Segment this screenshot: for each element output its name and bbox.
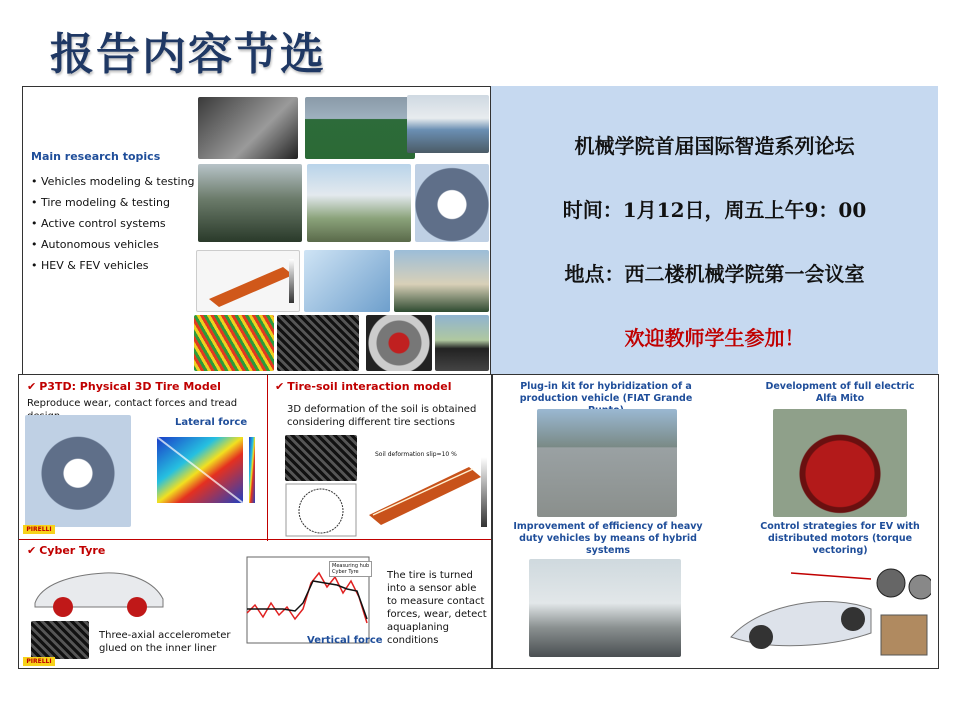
concrete-truck-photo bbox=[529, 559, 681, 657]
tire-hub-image bbox=[366, 315, 432, 371]
research-topics-title: Main research topics bbox=[31, 150, 161, 163]
tire-soil-description: 3D deformation of the soil is obtained considering different tire sections bbox=[287, 404, 477, 428]
controller-board-shape bbox=[881, 615, 927, 655]
tire-section-circle bbox=[285, 483, 357, 537]
soil-ridge-line bbox=[373, 469, 473, 515]
rear-wheel-shape bbox=[127, 597, 147, 617]
sports-car-image bbox=[29, 561, 169, 619]
heatmap-colorbar bbox=[249, 437, 255, 503]
project-caption-alfa: Development of full electric Alfa Mito bbox=[765, 381, 915, 404]
cyber-tyre-description: The tire is turned into a sensor able to measure contact forces, wear, detect aquaplaning conditions bbox=[387, 570, 487, 646]
vertical-force-label: Vertical force bbox=[307, 635, 383, 646]
car-cockpit-photo bbox=[435, 315, 489, 371]
tire-diagram-image bbox=[415, 164, 489, 242]
tractor-photo bbox=[198, 164, 302, 242]
event-welcome: 欢迎教师学生参加！ bbox=[624, 326, 805, 350]
ev-rear-wheel-shape bbox=[841, 607, 865, 631]
soil-plot-graphic bbox=[197, 251, 300, 312]
tire-model-diagram bbox=[25, 415, 131, 527]
research-topic-item: • HEV & FEV vehicles bbox=[31, 255, 195, 276]
p3td-heading bbox=[27, 380, 221, 393]
section-frame-shape bbox=[286, 484, 356, 536]
front-wheel-shape bbox=[53, 597, 73, 617]
event-name: 机械学院首届国际智造系列论坛 bbox=[574, 134, 855, 158]
checkmark-icon: ✔ bbox=[275, 380, 285, 393]
checkmark-icon: ✔ bbox=[27, 544, 37, 557]
research-topics-list bbox=[31, 171, 195, 276]
tire-research-panel bbox=[18, 374, 492, 669]
alfa-mito-photo bbox=[773, 409, 907, 517]
ev-front-wheel-shape bbox=[749, 625, 773, 649]
research-topics-panel bbox=[22, 86, 491, 375]
tire-section-image bbox=[285, 435, 357, 481]
blue-car-photo bbox=[407, 95, 489, 153]
tire-mesh-image bbox=[194, 315, 274, 371]
autonomous-robot-photo bbox=[307, 164, 411, 242]
sensor-caption: Three-axial accelerometer glued on the inner liner bbox=[99, 630, 231, 654]
research-topic-item: • Active control systems bbox=[31, 213, 195, 234]
cyber-tyre-heading bbox=[27, 544, 105, 557]
tire-soil-heading bbox=[275, 380, 451, 393]
colorbar-shape bbox=[289, 259, 294, 303]
legend-entry-cyber: Cyber Tyre bbox=[332, 569, 359, 575]
lateral-force-label: Lateral force bbox=[175, 417, 248, 428]
slide-title: 报告内容节选 bbox=[50, 29, 326, 80]
pointer-arrow-line bbox=[791, 573, 871, 579]
tire-tread-image bbox=[277, 315, 359, 371]
project-caption-heavy-duty: Improvement of efficiency of heavy duty vehicles by means of hybrid systems bbox=[513, 521, 703, 556]
p3td-description: Reproduce wear, contact forces and tread bbox=[27, 398, 238, 409]
checkmark-icon: ✔ bbox=[27, 380, 37, 393]
cyber-tyre-title: Cyber Tyre bbox=[39, 544, 106, 557]
event-place: 地点：西二楼机械学院第一会议室 bbox=[564, 262, 865, 286]
lateral-force-plot bbox=[151, 429, 263, 521]
vehicle-wireframe-image bbox=[304, 250, 390, 312]
event-info-panel bbox=[491, 86, 938, 375]
accelerometer-photo bbox=[31, 621, 89, 659]
p3td-title: P3TD: Physical 3D Tire Model bbox=[39, 380, 221, 393]
panel-divider-horizontal bbox=[19, 539, 492, 540]
plot-legend bbox=[329, 561, 372, 577]
pirelli-logo: PIRELLI bbox=[23, 657, 55, 666]
motor-shape bbox=[877, 569, 905, 597]
soil-deformation-plot bbox=[359, 455, 491, 531]
vehicle-projects-panel bbox=[492, 374, 939, 669]
project-caption-punto: Plug-in kit for hybridization of a production vehicle (FIAT Grande bbox=[519, 381, 693, 404]
formula-car-photo bbox=[305, 97, 415, 159]
research-topic-item: • Autonomous vehicles bbox=[31, 234, 195, 255]
soil-surface-shape bbox=[209, 267, 293, 307]
tire-soil-title: Tire-soil interaction model bbox=[287, 380, 452, 393]
pirelli-logo: PIRELLI bbox=[23, 525, 55, 534]
research-topic-item: • Vehicles modeling & testing bbox=[31, 171, 195, 192]
legend-entry-hub: Measuring hub bbox=[332, 563, 370, 569]
panel-divider-vertical bbox=[267, 375, 268, 541]
soil-plot-image bbox=[196, 250, 300, 312]
soil-plot-label: Soil deformation slip=10 % bbox=[375, 451, 457, 458]
ev-torque-vectoring-diagram bbox=[721, 563, 931, 663]
punto-test-photo bbox=[537, 409, 677, 517]
lab-test-photo bbox=[394, 250, 489, 312]
motor-shape bbox=[909, 575, 931, 599]
soil-colorbar bbox=[481, 457, 487, 527]
event-time: 时间：1月12日，周五上午9：00 bbox=[562, 198, 867, 222]
project-caption-torque-vectoring: Control strategies for EV with distributed motors (torque vectoring) bbox=[760, 521, 920, 556]
soil-deformation-surface bbox=[369, 467, 481, 525]
research-topic-item: • Tire modeling & testing bbox=[31, 192, 195, 213]
crashed-car-photo bbox=[198, 97, 298, 159]
